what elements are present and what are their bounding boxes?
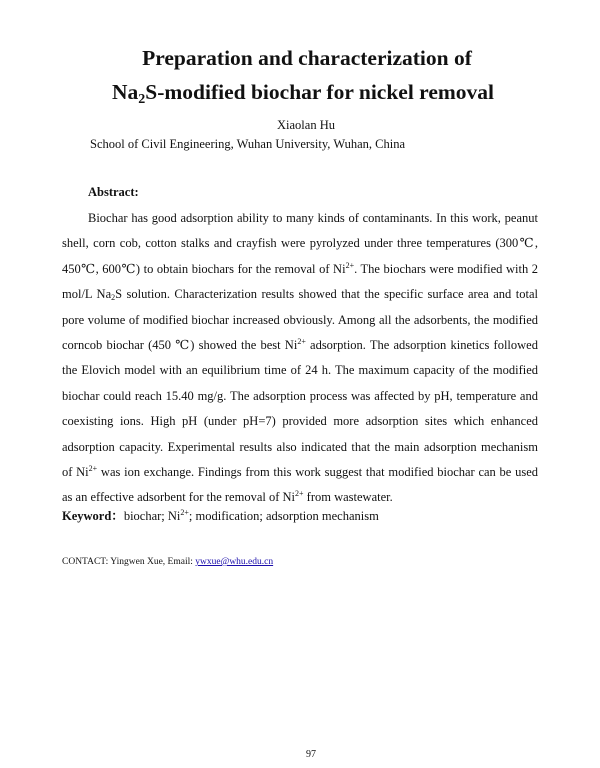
superscript-1: 2+ <box>345 260 355 270</box>
title-rest: S-modified biochar for nickel removal <box>145 80 495 104</box>
abstract-heading: Abstract: <box>88 185 139 199</box>
page-number: 97 <box>306 749 316 760</box>
contact-footnote <box>62 557 273 567</box>
abstract-part-5: was ion exchange. Findings from this work suggest that modified biochar can be used as an effective adsorbent for the removal of Ni <box>62 465 538 505</box>
abstract-part-3: S solution. Characterization results showed that the specific surface area and total pore volume of modified biochar increased obviously. Among all the adsorbents, the modified corncob biochar (450 ℃) showed the best Ni <box>62 287 538 353</box>
superscript-3: 2+ <box>88 464 98 474</box>
abstract-body <box>62 206 538 511</box>
author-affiliation: School of Civil Engineering, Wuhan University, Wuhan, China <box>90 137 406 151</box>
paper-title-line-1: Preparation and characterization of <box>142 46 472 70</box>
keywords-part-2: ; modification; adsorption mechanism <box>188 509 379 523</box>
abstract-part-4: adsorption. The adsorption kinetics followed the Elovich model with an equilibrium time of 24 h. The maximum capacity of the modified biochar could reach 15.40 mg/g. The adsorption process was affected by pH, temperature and coexisting ions. High pH (under pH=7) provided more adsorption sites which enhanced adsorption capacity. Experimental results also indicated that the main adsorption mechanism of Ni <box>62 338 538 480</box>
title-na: Na <box>111 80 139 104</box>
keywords-superscript: 2+ <box>180 508 189 517</box>
abstract-part-1: Biochar has good adsorption ability to many kinds of contaminants. In this work, peanut shell, corn cob, cotton stalks and crayfish were pyrolyzed under three temperatures (300℃, 450℃, 600℃) to obtain biochars for the removal of Ni <box>62 211 538 276</box>
keywords-part-1: biochar; Ni <box>123 509 181 523</box>
author-name: Xiaolan Hu <box>277 118 335 132</box>
title-subscript: 2 <box>138 92 146 107</box>
paper-title-line-2 <box>0 78 600 106</box>
contact-prefix: CONTACT: Yingwen Xue, Email: <box>62 557 196 567</box>
keywords-label: Keyword： <box>62 509 124 523</box>
contact-email-link[interactable]: ywxue@whu.edu.cn <box>195 557 274 567</box>
subscript-1: 2 <box>111 293 116 303</box>
keywords-line <box>62 506 379 524</box>
superscript-2: 2+ <box>297 337 306 347</box>
abstract-part-6: from wastewater. <box>303 490 393 505</box>
abstract-part-2: . The biochars were modified with 2 mol/L Na <box>62 261 539 302</box>
superscript-4: 2+ <box>295 489 304 499</box>
